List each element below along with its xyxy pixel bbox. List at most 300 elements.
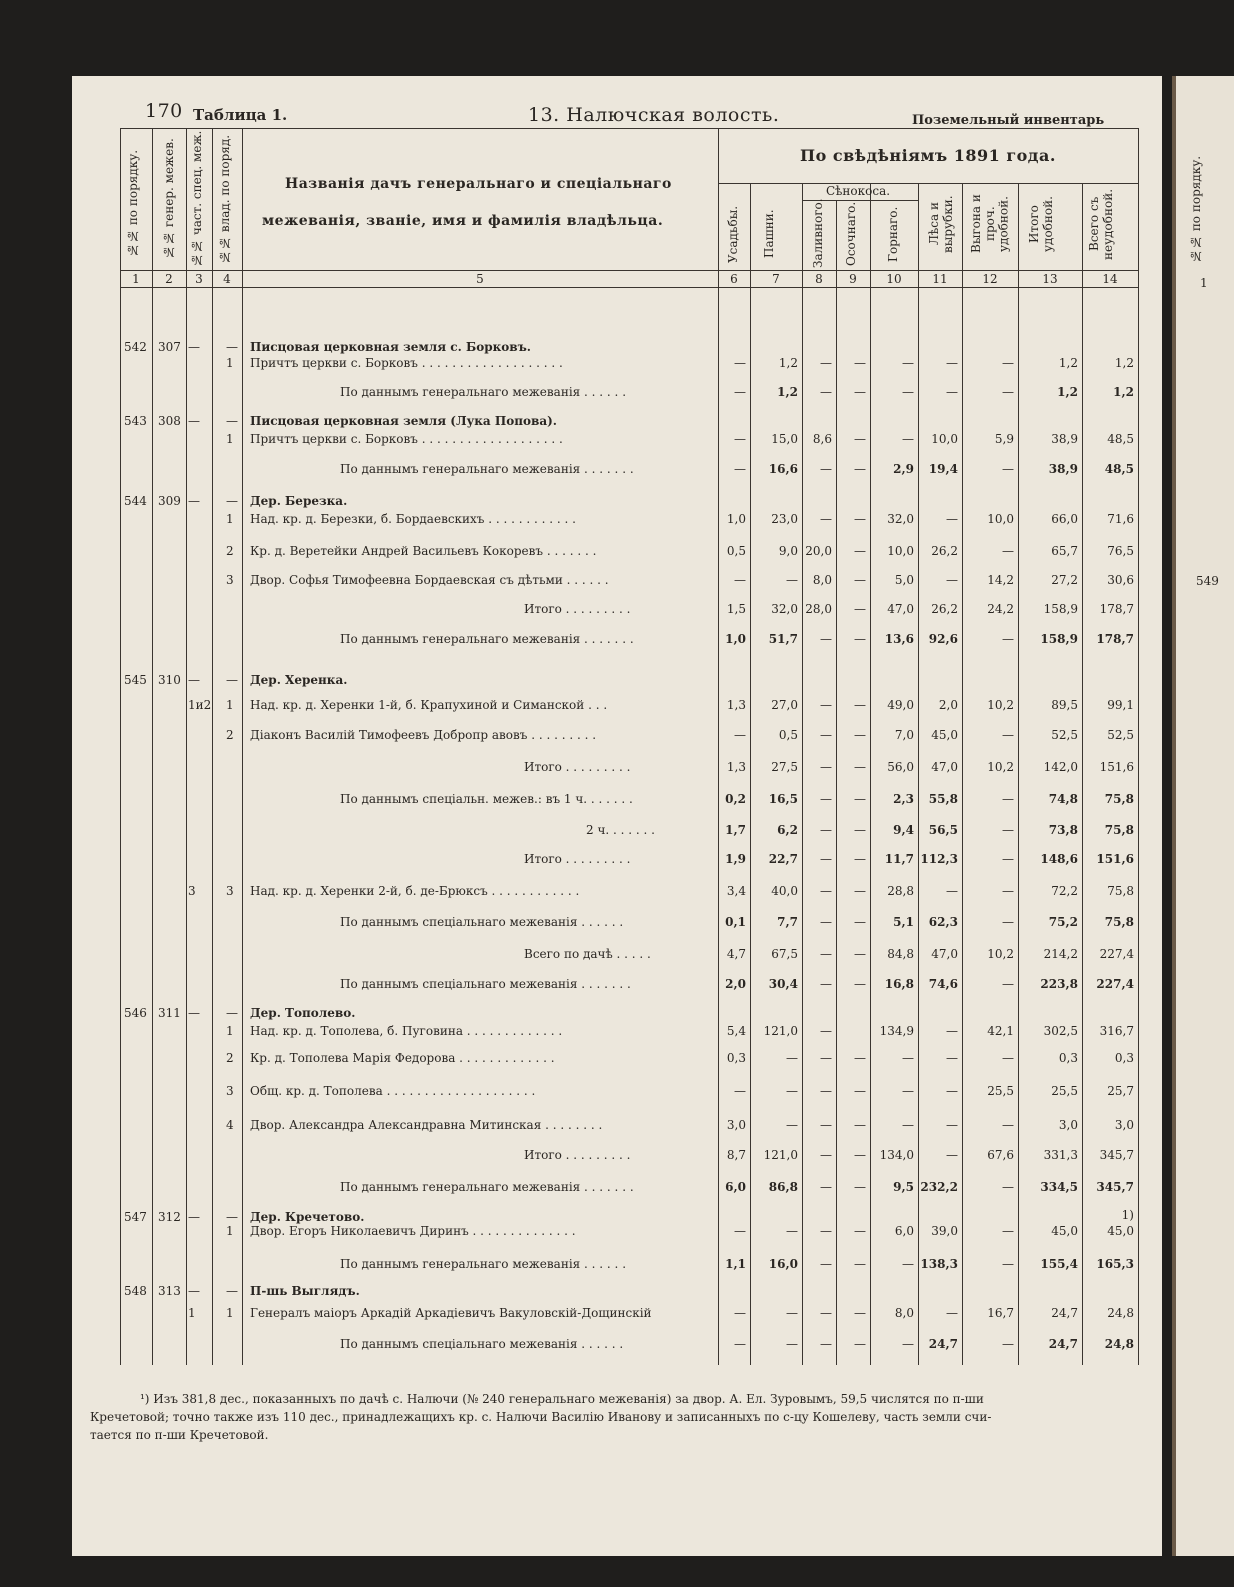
row-value: 39,0 bbox=[931, 1224, 958, 1238]
row-value: — bbox=[854, 947, 866, 961]
row-special-number: 1и2 bbox=[188, 698, 212, 712]
row-value: — bbox=[786, 573, 798, 587]
row-value: 2,0 bbox=[725, 977, 746, 991]
table-column-rule bbox=[870, 183, 871, 1365]
row-value: 3,0 bbox=[1058, 1118, 1078, 1132]
row-value: — bbox=[820, 385, 832, 399]
row-value: 14,2 bbox=[987, 573, 1014, 587]
row-value: — bbox=[854, 728, 866, 742]
table-column-rule bbox=[1138, 128, 1139, 1365]
row-owner-number: 1 bbox=[226, 1024, 234, 1038]
row-value: 1,9 bbox=[725, 852, 746, 866]
row-value: — bbox=[820, 884, 832, 898]
row-value: 214,2 bbox=[1043, 947, 1078, 961]
row-owner-number: 1 bbox=[226, 356, 234, 370]
row-value: 24,7 bbox=[1048, 1337, 1078, 1351]
row-value: — bbox=[734, 385, 746, 399]
row-value: 1,2 bbox=[1114, 356, 1134, 370]
row-value: — bbox=[786, 1224, 798, 1238]
row-value: — bbox=[786, 1051, 798, 1065]
page-number: 170 bbox=[145, 100, 183, 122]
row-value: 55,8 bbox=[928, 792, 958, 806]
row-value: 89,5 bbox=[1051, 698, 1078, 712]
row-value: 5,4 bbox=[726, 1024, 746, 1038]
row-value: 178,7 bbox=[1099, 602, 1134, 616]
row-value: — bbox=[854, 915, 866, 929]
row-value: 138,3 bbox=[920, 1257, 958, 1271]
row-value: — bbox=[1002, 728, 1014, 742]
col-header-order: №№ по порядку. bbox=[126, 149, 140, 257]
row-value: — bbox=[734, 1084, 746, 1098]
table-column-rule bbox=[212, 128, 213, 1365]
row-value: 9,5 bbox=[893, 1180, 914, 1194]
row-value: — bbox=[854, 1306, 866, 1320]
table-column-rule bbox=[918, 183, 919, 1365]
row-name: Итого . . . . . . . . . bbox=[524, 760, 631, 774]
row-value: — bbox=[820, 1084, 832, 1098]
row-value: — bbox=[1002, 884, 1014, 898]
row-value: 26,2 bbox=[931, 544, 958, 558]
row-value: 47,0 bbox=[931, 947, 958, 961]
row-owner-number: 3 bbox=[226, 573, 234, 587]
inventory-title: Поземельный инвентарь bbox=[912, 113, 1105, 128]
row-value: 158,9 bbox=[1040, 632, 1078, 646]
row-value: 52,5 bbox=[1107, 728, 1134, 742]
row-value: 13,6 bbox=[884, 632, 914, 646]
col-header-owner: №№ влад. по поряд. bbox=[218, 134, 232, 264]
row-value: — bbox=[854, 573, 866, 587]
row-value: — bbox=[1002, 792, 1014, 806]
row-value: — bbox=[734, 573, 746, 587]
row-value: 0,1 bbox=[725, 915, 746, 929]
row-value: 158,9 bbox=[1043, 602, 1078, 616]
row-value: 56,5 bbox=[928, 823, 958, 837]
row-value: 16,7 bbox=[987, 1306, 1014, 1320]
row-value: 99,1 bbox=[1107, 698, 1134, 712]
row-value: — bbox=[902, 1337, 914, 1351]
row-value: 0,3 bbox=[1114, 1051, 1134, 1065]
row-owner-number: 1 bbox=[226, 698, 234, 712]
row-value: 8,7 bbox=[726, 1148, 746, 1162]
row-general-number: 310 bbox=[158, 673, 181, 687]
table-row-rule bbox=[120, 287, 1138, 288]
row-value: 75,8 bbox=[1104, 823, 1134, 837]
row-value: 8,0 bbox=[812, 573, 832, 587]
row-value: — bbox=[854, 760, 866, 774]
row-value: 28,0 bbox=[805, 602, 832, 616]
row-name: Дер. Березка. bbox=[250, 494, 348, 508]
row-value: 16,8 bbox=[884, 977, 914, 991]
row-value: — bbox=[854, 1337, 866, 1351]
row-value: — bbox=[820, 977, 832, 991]
column-number: 10 bbox=[886, 272, 902, 286]
row-special-number: — bbox=[188, 414, 200, 428]
footnote-line-2: Кречетовой; точно также изъ 110 дес., принадлежащихъ кр. с. Налючи Василію Иванову и записанныхъ по с-цу Кошелеву, часть земли счи- bbox=[90, 1410, 992, 1424]
row-value: 7,0 bbox=[894, 728, 914, 742]
table-column-rule bbox=[1018, 183, 1019, 1365]
row-name: Двор. Егоръ Николаевичъ Диринъ . . . . . . . . . . . . . . bbox=[250, 1224, 576, 1238]
row-value: 28,8 bbox=[887, 884, 914, 898]
row-name: По даннымъ генеральнаго межеванія . . . . . . . bbox=[340, 632, 634, 646]
row-value: — bbox=[820, 728, 832, 742]
row-general-number: 309 bbox=[158, 494, 181, 508]
row-general-number: 312 bbox=[158, 1210, 181, 1224]
row-value: — bbox=[854, 698, 866, 712]
row-value: 121,0 bbox=[763, 1024, 798, 1038]
row-value: 0,5 bbox=[726, 544, 746, 558]
row-value: 48,5 bbox=[1107, 432, 1134, 446]
row-value: 302,5 bbox=[1043, 1024, 1078, 1038]
row-order-number: 543 bbox=[124, 414, 147, 428]
column-number: 14 bbox=[1102, 272, 1118, 286]
row-value: 75,8 bbox=[1104, 915, 1134, 929]
row-value: 9,0 bbox=[778, 544, 798, 558]
column-number: 3 bbox=[195, 272, 203, 286]
row-value: — bbox=[820, 760, 832, 774]
row-special-number: — bbox=[188, 1284, 200, 1298]
column-number: 8 bbox=[815, 272, 823, 286]
row-value: — bbox=[1002, 1118, 1014, 1132]
row-value: 62,3 bbox=[928, 915, 958, 929]
table-column-rule bbox=[152, 128, 153, 1365]
row-value: 27,2 bbox=[1051, 573, 1078, 587]
row-value: 1,0 bbox=[726, 512, 746, 526]
row-owner-number: 2 bbox=[226, 544, 234, 558]
row-owner-number: 1 bbox=[226, 512, 234, 526]
row-value: 20,0 bbox=[805, 544, 832, 558]
row-value: 232,2 bbox=[920, 1180, 958, 1194]
row-value: 1,0 bbox=[725, 632, 746, 646]
row-owner-number: — bbox=[226, 1284, 238, 1298]
row-value: 334,5 bbox=[1040, 1180, 1078, 1194]
row-owner-number: — bbox=[226, 673, 238, 687]
row-value: — bbox=[1002, 1051, 1014, 1065]
row-value: 9,4 bbox=[893, 823, 914, 837]
row-value: 165,3 bbox=[1096, 1257, 1134, 1271]
row-value: — bbox=[902, 385, 914, 399]
row-value: 227,4 bbox=[1096, 977, 1134, 991]
row-value: — bbox=[734, 1306, 746, 1320]
row-name: По даннымъ спеціальнаго межеванія . . . . . . . bbox=[340, 977, 631, 991]
row-order-number: 546 bbox=[124, 1006, 147, 1020]
row-value: — bbox=[1002, 1224, 1014, 1238]
row-value: 223,8 bbox=[1040, 977, 1078, 991]
row-value: 5,9 bbox=[994, 432, 1014, 446]
row-owner-number: — bbox=[226, 1006, 238, 1020]
row-value: 45,0 bbox=[931, 728, 958, 742]
row-value: 72,2 bbox=[1051, 884, 1078, 898]
row-value: 22,7 bbox=[768, 852, 798, 866]
row-value: 1,5 bbox=[726, 602, 746, 616]
table-label: Таблица 1. bbox=[193, 106, 288, 124]
row-value: — bbox=[1002, 1337, 1014, 1351]
row-value: 148,6 bbox=[1040, 852, 1078, 866]
row-value: — bbox=[820, 823, 832, 837]
row-value: 23,0 bbox=[771, 512, 798, 526]
row-value: — bbox=[902, 356, 914, 370]
row-value: — bbox=[854, 1148, 866, 1162]
row-value: 227,4 bbox=[1099, 947, 1134, 961]
row-value: 3,0 bbox=[1114, 1118, 1134, 1132]
row-value: — bbox=[854, 1051, 866, 1065]
row-value: — bbox=[946, 1306, 958, 1320]
row-value: 25,7 bbox=[1107, 1084, 1134, 1098]
row-value: 4,7 bbox=[726, 947, 746, 961]
row-value: — bbox=[820, 462, 832, 476]
row-value: — bbox=[820, 915, 832, 929]
column-number: 12 bbox=[982, 272, 998, 286]
row-owner-number: — bbox=[226, 1210, 238, 1224]
row-name: П-шь Выглядъ. bbox=[250, 1284, 360, 1298]
row-value: 32,0 bbox=[887, 512, 914, 526]
row-value: 26,2 bbox=[931, 602, 958, 616]
row-name: По даннымъ генеральнаго межеванія . . . . . . bbox=[340, 385, 627, 399]
row-value: 45,0 bbox=[1107, 1224, 1134, 1238]
row-name: По даннымъ спеціальнаго межеванія . . . . . . bbox=[340, 915, 624, 929]
row-value: — bbox=[854, 884, 866, 898]
row-value: 6,0 bbox=[894, 1224, 914, 1238]
row-special-number: — bbox=[188, 494, 200, 508]
row-value: — bbox=[820, 1306, 832, 1320]
row-name: По даннымъ спеціальнаго межеванія . . . . . . bbox=[340, 1337, 624, 1351]
row-order-number: 547 bbox=[124, 1210, 147, 1224]
row-value: — bbox=[902, 432, 914, 446]
row-value: 24,2 bbox=[987, 602, 1014, 616]
row-value: 10,2 bbox=[987, 760, 1014, 774]
row-value: 86,8 bbox=[768, 1180, 798, 1194]
row-value: 71,6 bbox=[1107, 512, 1134, 526]
row-value: 75,8 bbox=[1107, 884, 1134, 898]
row-value: 67,6 bbox=[987, 1148, 1014, 1162]
row-value: — bbox=[820, 632, 832, 646]
row-owner-number: — bbox=[226, 340, 238, 354]
adjacent-page-edge bbox=[1176, 76, 1234, 1556]
row-name: Итого . . . . . . . . . bbox=[524, 852, 631, 866]
row-value: — bbox=[734, 1337, 746, 1351]
page-binding bbox=[1172, 76, 1176, 1556]
row-value: — bbox=[786, 1337, 798, 1351]
column-number: 11 bbox=[932, 272, 948, 286]
row-value: 2,9 bbox=[893, 462, 914, 476]
row-value: — bbox=[854, 1084, 866, 1098]
row-value: 25,5 bbox=[987, 1084, 1014, 1098]
row-value: — bbox=[734, 728, 746, 742]
row-value: 24,8 bbox=[1107, 1306, 1134, 1320]
row-value: 345,7 bbox=[1099, 1148, 1134, 1162]
row-name: Над. кр. д. Херенки 2-й, б. де-Брюксъ . . . . . . . . . . . . bbox=[250, 884, 580, 898]
row-value: — bbox=[734, 356, 746, 370]
row-value: 1,2 bbox=[1058, 356, 1078, 370]
row-value: 7,7 bbox=[777, 915, 798, 929]
col-header-itogo-udobn: Итого удобной. bbox=[1027, 196, 1055, 252]
row-value: 75,8 bbox=[1104, 792, 1134, 806]
row-owner-number: 2 bbox=[226, 1051, 234, 1065]
table-row-rule bbox=[120, 128, 1138, 129]
row-value: — bbox=[1002, 632, 1014, 646]
row-general-number: 311 bbox=[158, 1006, 181, 1020]
row-owner-number: 2 bbox=[226, 728, 234, 742]
col-group-hay: Сѣнокоса. bbox=[826, 184, 891, 198]
row-owner-number: 3 bbox=[226, 1084, 234, 1098]
row-value: — bbox=[946, 884, 958, 898]
row-value: — bbox=[734, 432, 746, 446]
row-value: — bbox=[786, 1084, 798, 1098]
row-value: — bbox=[820, 1257, 832, 1271]
col-header-vygona: Выгона и проч. удобной. bbox=[969, 194, 1011, 254]
row-value: 1,2 bbox=[777, 385, 798, 399]
row-value: 3,0 bbox=[726, 1118, 746, 1132]
col-header-names-2: межеванія, званіе, имя и фамилія владѣльца. bbox=[262, 213, 664, 229]
row-value: 155,4 bbox=[1040, 1257, 1078, 1271]
row-name: 2 ч. . . . . . . bbox=[586, 823, 655, 837]
row-value: 24,8 bbox=[1104, 1337, 1134, 1351]
col-group-1891: По свѣдѣніямъ 1891 года. bbox=[800, 146, 1056, 165]
row-name: Писцовая церковная земля (Лука Попова). bbox=[250, 414, 557, 428]
row-special-number: 1 bbox=[188, 1306, 196, 1320]
row-name: Двор. Софья Тимофеевна Бордаевская съ дѣтьми . . . . . . bbox=[250, 573, 609, 587]
row-value: 30,4 bbox=[768, 977, 798, 991]
row-value: — bbox=[854, 544, 866, 558]
row-value: 74,6 bbox=[928, 977, 958, 991]
row-value: 24,7 bbox=[928, 1337, 958, 1351]
col-header-osochnogo: Осочнаго. bbox=[844, 201, 858, 267]
row-value: 76,5 bbox=[1107, 544, 1134, 558]
row-value: 10,0 bbox=[987, 512, 1014, 526]
col-header-general: №№ генер. межев. bbox=[162, 138, 176, 260]
row-value: — bbox=[854, 356, 866, 370]
row-value: 10,0 bbox=[887, 544, 914, 558]
right-page-col-number: 1 bbox=[1200, 276, 1208, 290]
row-value: — bbox=[820, 792, 832, 806]
row-value: 2,0 bbox=[938, 698, 958, 712]
row-value: — bbox=[854, 823, 866, 837]
row-owner-number: 3 bbox=[226, 884, 234, 898]
row-value: 0,3 bbox=[726, 1051, 746, 1065]
row-general-number: 307 bbox=[158, 340, 181, 354]
row-value: 16,0 bbox=[768, 1257, 798, 1271]
row-owner-number: — bbox=[226, 494, 238, 508]
row-value: 45,0 bbox=[1051, 1224, 1078, 1238]
column-number: 4 bbox=[223, 272, 231, 286]
row-value: 2,3 bbox=[893, 792, 914, 806]
column-number: 9 bbox=[849, 272, 857, 286]
row-value: 0,3 bbox=[1058, 1051, 1078, 1065]
row-value: 15,0 bbox=[771, 432, 798, 446]
row-general-number: 313 bbox=[158, 1284, 181, 1298]
row-value: 151,6 bbox=[1099, 760, 1134, 774]
row-value: 1,7 bbox=[725, 823, 746, 837]
row-special-number: 3 bbox=[188, 884, 196, 898]
row-name: Над. кр. д. Херенки 1-й, б. Крапухиной и Симанской . . . bbox=[250, 698, 608, 712]
row-value: — bbox=[902, 1257, 914, 1271]
row-value: — bbox=[854, 1180, 866, 1194]
row-value: 47,0 bbox=[931, 760, 958, 774]
row-value: — bbox=[854, 432, 866, 446]
row-name: По даннымъ спеціальн. межев.: въ 1 ч. . . . . . . bbox=[340, 792, 633, 806]
row-value: — bbox=[820, 512, 832, 526]
column-number: 6 bbox=[730, 272, 738, 286]
row-name: Двор. Александра Александравна Митинская . . . . . . . . bbox=[250, 1118, 603, 1132]
row-value: 10,2 bbox=[987, 947, 1014, 961]
row-special-number: — bbox=[188, 673, 200, 687]
row-value: 48,5 bbox=[1104, 462, 1134, 476]
row-value: 134,0 bbox=[879, 1148, 914, 1162]
row-value: 56,0 bbox=[887, 760, 914, 774]
row-value: 1,2 bbox=[778, 356, 798, 370]
row-value: — bbox=[946, 356, 958, 370]
row-value: — bbox=[946, 1051, 958, 1065]
row-name: Всего по дачѣ . . . . . bbox=[524, 947, 651, 961]
row-value: — bbox=[946, 1024, 958, 1038]
row-name: Писцовая церковная земля с. Борковъ. bbox=[250, 340, 531, 354]
row-name: Над. кр. д. Тополева, б. Пуговина . . . . . . . . . . . . . bbox=[250, 1024, 563, 1038]
row-special-number: — bbox=[188, 340, 200, 354]
row-value: 5,0 bbox=[894, 573, 914, 587]
row-value: 38,9 bbox=[1051, 432, 1078, 446]
row-value: 30,6 bbox=[1107, 573, 1134, 587]
row-value: — bbox=[820, 1148, 832, 1162]
col-header-pashni: Пашни. bbox=[762, 209, 776, 259]
row-value: — bbox=[1002, 852, 1014, 866]
column-number: 5 bbox=[476, 272, 484, 286]
table-column-rule bbox=[1082, 183, 1083, 1365]
row-value: — bbox=[820, 1224, 832, 1238]
row-value: 65,7 bbox=[1051, 544, 1078, 558]
row-value: — bbox=[1002, 462, 1014, 476]
row-value: 27,5 bbox=[771, 760, 798, 774]
row-value: — bbox=[1002, 385, 1014, 399]
row-value: 1,3 bbox=[726, 698, 746, 712]
table-column-rule bbox=[750, 183, 751, 1365]
row-value: 8,6 bbox=[812, 432, 832, 446]
row-value: — bbox=[902, 1084, 914, 1098]
row-value: — bbox=[786, 1306, 798, 1320]
row-value: 316,7 bbox=[1099, 1024, 1134, 1038]
row-name: Дер. Тополево. bbox=[250, 1006, 356, 1020]
row-value: 1,2 bbox=[1113, 385, 1134, 399]
row-value: — bbox=[854, 512, 866, 526]
row-value: — bbox=[946, 573, 958, 587]
row-value: 74,8 bbox=[1048, 792, 1078, 806]
row-value: — bbox=[902, 1051, 914, 1065]
row-value: — bbox=[734, 1224, 746, 1238]
table-column-rule bbox=[836, 200, 837, 1365]
row-name: Общ. кр. д. Тополева . . . . . . . . . . . . . . . . . . . . bbox=[250, 1084, 536, 1098]
table-column-rule bbox=[962, 183, 963, 1365]
row-value: 112,3 bbox=[920, 852, 958, 866]
column-number: 7 bbox=[772, 272, 780, 286]
row-name: Діаконъ Василій Тимофеевъ Добропр авовъ . . . . . . . . . bbox=[250, 728, 597, 742]
row-special-number: — bbox=[188, 1006, 200, 1020]
row-value: 25,5 bbox=[1051, 1084, 1078, 1098]
col-header-names-1: Названія дачъ генеральнаго и спеціальнаго bbox=[285, 176, 672, 192]
row-name: Кр. д. Веретейки Андрей Васильевъ Кокоревъ . . . . . . . bbox=[250, 544, 597, 558]
row-name: Над. кр. д. Березки, б. Бордаевскихъ . . . . . . . . . . . . bbox=[250, 512, 576, 526]
col-header-usadby: Усадьбы. bbox=[726, 205, 740, 263]
row-value: — bbox=[820, 852, 832, 866]
row-value: 1,1 bbox=[725, 1257, 746, 1271]
row-value: — bbox=[854, 1224, 866, 1238]
row-value: — bbox=[1002, 1180, 1014, 1194]
row-value: 6,2 bbox=[777, 823, 798, 837]
row-value: — bbox=[854, 632, 866, 646]
row-name: По даннымъ генеральнаго межеванія . . . . . . bbox=[340, 1257, 627, 1271]
row-value: 67,5 bbox=[771, 947, 798, 961]
row-value: 75,2 bbox=[1048, 915, 1078, 929]
row-value: 142,0 bbox=[1043, 760, 1078, 774]
col-header-zalivnogo: Заливного. bbox=[811, 198, 825, 268]
row-value: 331,3 bbox=[1043, 1148, 1078, 1162]
